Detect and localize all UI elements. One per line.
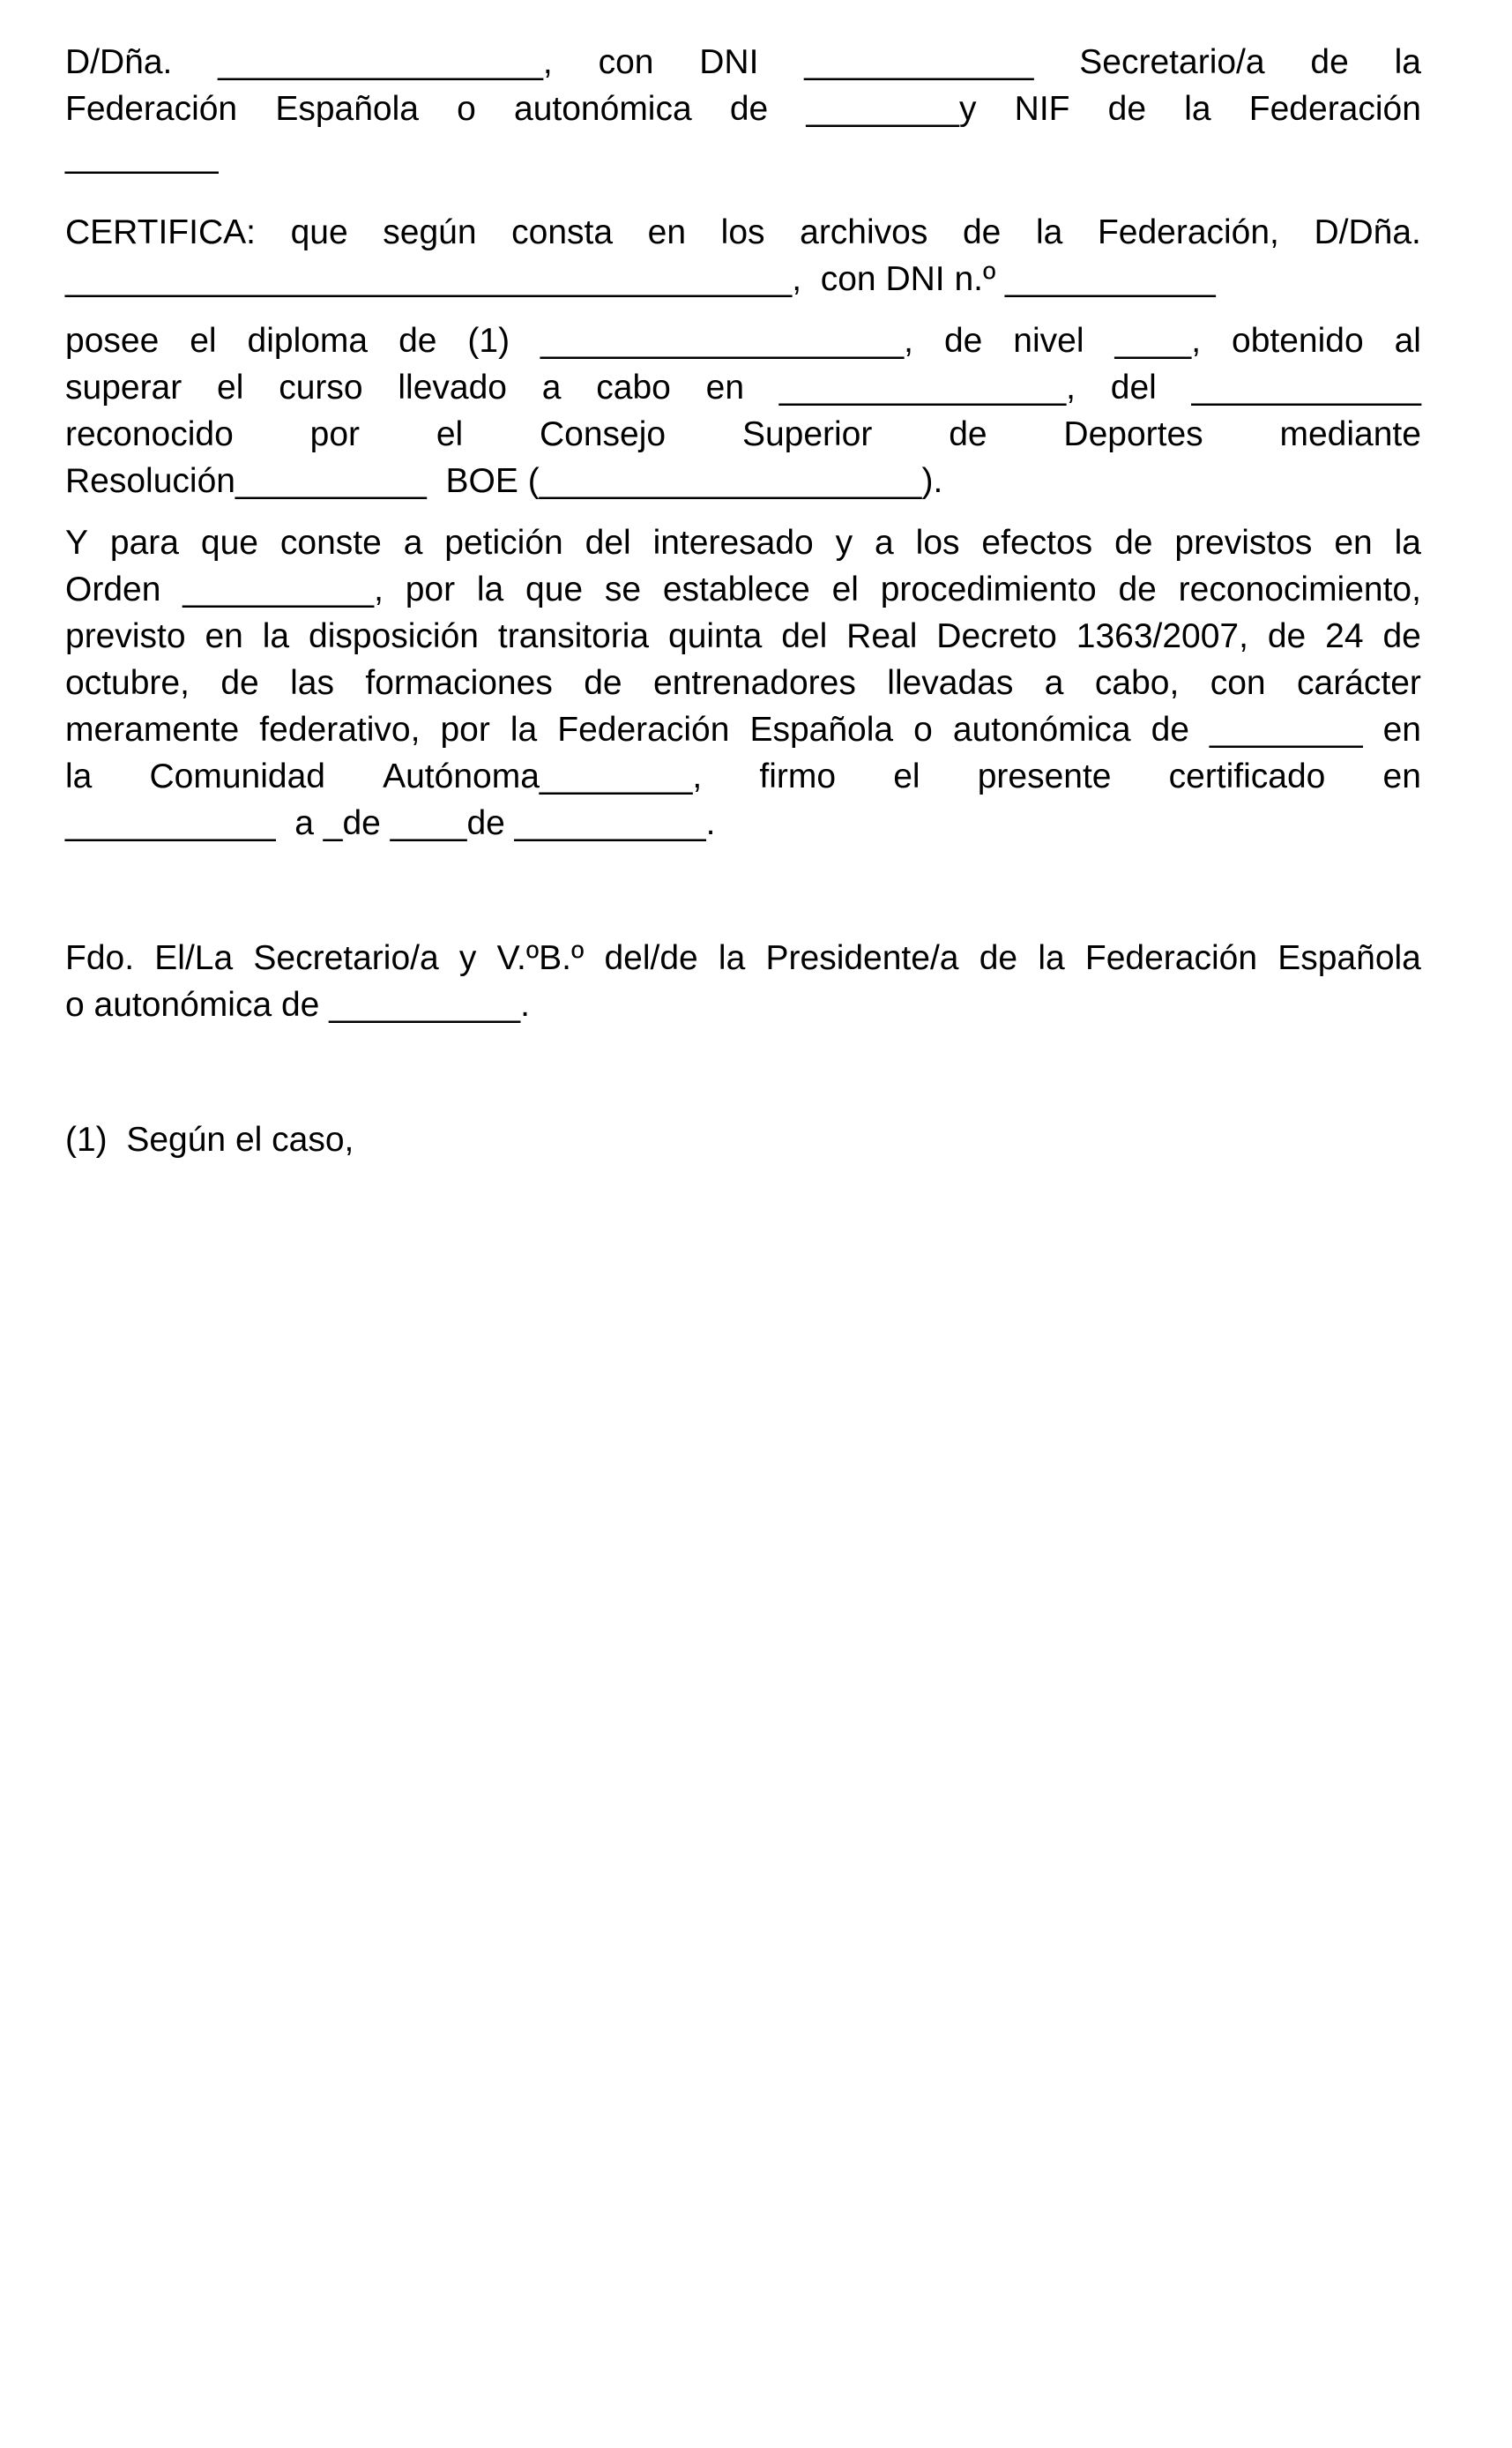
word: D/Dña. (1314, 213, 1421, 251)
text-line (65, 86, 1421, 132)
signature-paragraph (65, 935, 1421, 1028)
word: o (913, 711, 933, 749)
word: previstos (1174, 524, 1313, 562)
word: Autónoma________, (383, 758, 703, 795)
word: federativo, (259, 711, 421, 749)
word: se (604, 571, 642, 608)
text-line (65, 256, 1421, 302)
text-line (65, 209, 1421, 256)
word: ____, (1114, 322, 1202, 360)
text-line (65, 660, 1421, 706)
word: con (1210, 664, 1266, 702)
word: Secretario/a (1079, 43, 1265, 81)
word: del (1110, 369, 1157, 407)
word: de (398, 322, 437, 360)
word: Federación, (1097, 213, 1279, 251)
word: nivel (1013, 322, 1084, 360)
petition-paragraph (65, 519, 1421, 847)
word: posee (65, 322, 160, 360)
diploma-paragraph (65, 317, 1421, 504)
word: la (1038, 939, 1065, 977)
word: Consejo (540, 415, 667, 453)
footnote (65, 1116, 1421, 1163)
footnote-text: (1) Según el caso, (65, 1121, 354, 1159)
text-line-content: ___________ a _de ____de __________. (65, 804, 716, 842)
word: El/La (154, 939, 234, 977)
word: llevado (398, 369, 507, 407)
word: archivos (800, 213, 928, 251)
text-line (65, 364, 1421, 411)
word: la (718, 939, 746, 977)
word: Comunidad (149, 758, 325, 795)
word: mediante (1279, 415, 1421, 453)
word: del/de (604, 939, 698, 977)
word: obtenido (1232, 322, 1364, 360)
word: octubre, (65, 664, 190, 702)
word: y (835, 524, 853, 562)
text-line (65, 706, 1421, 753)
word: diploma (247, 322, 369, 360)
word: Presidente/a (765, 939, 959, 977)
word: superar (65, 369, 182, 407)
text-line (65, 132, 1421, 179)
text-line-content: Resolución__________ BOE (____________________). (65, 462, 943, 500)
word: Decreto (936, 617, 1057, 655)
text-line (65, 800, 1421, 847)
word: la (510, 711, 538, 749)
word: de (584, 664, 622, 702)
word: en (1334, 524, 1373, 562)
text-line (65, 519, 1421, 566)
secretary-paragraph (65, 39, 1421, 179)
word: ___________________, (540, 322, 913, 360)
word: de (1151, 711, 1189, 749)
word: quinta (668, 617, 763, 655)
word: de (943, 322, 983, 360)
word: o (457, 90, 476, 128)
word: los (915, 524, 960, 562)
word: Federación (1248, 90, 1421, 128)
word: el (831, 571, 859, 608)
word: de (979, 939, 1018, 977)
blank-field: ________ (65, 137, 219, 175)
word: Federación (557, 711, 730, 749)
word: carácter (1297, 664, 1421, 702)
word: cabo (596, 369, 671, 407)
word: que (290, 213, 348, 251)
word: de (1267, 617, 1307, 655)
word: __________, (182, 571, 384, 608)
word: el (893, 758, 920, 795)
word: de (1118, 571, 1157, 608)
word: de (1114, 524, 1153, 562)
word: procedimiento (880, 571, 1097, 608)
word: DNI (699, 43, 759, 81)
word: en (705, 369, 745, 407)
word: de (220, 664, 259, 702)
word: firmo (759, 758, 837, 795)
word: de (949, 415, 987, 453)
text-line (65, 1116, 1421, 1163)
word: petición (444, 524, 563, 562)
word: NIF (1014, 90, 1070, 128)
word: por (309, 415, 360, 453)
word: a (541, 369, 562, 407)
word: Y (65, 524, 89, 562)
word: de (729, 90, 769, 128)
word: llevadas (887, 664, 1014, 702)
word: la (262, 617, 290, 655)
word: entrenadores (653, 664, 856, 702)
word: formaciones (365, 664, 553, 702)
word: Española (275, 90, 419, 128)
word: autonómica (514, 90, 692, 128)
word: la (1035, 213, 1063, 251)
word: Federación (1084, 939, 1258, 977)
word: las (290, 664, 334, 702)
word: ________y (806, 90, 977, 128)
word: Deportes (1063, 415, 1203, 453)
word: la (1394, 43, 1421, 81)
word: por (440, 711, 490, 749)
word: en (647, 213, 687, 251)
word: reconocido (65, 415, 234, 453)
text-line (65, 566, 1421, 613)
word: (1) (467, 322, 510, 360)
word: reconocimiento, (1178, 571, 1421, 608)
word: por (405, 571, 456, 608)
text-line (65, 613, 1421, 660)
word: de (1310, 43, 1349, 81)
word: Orden (65, 571, 161, 608)
text-line (65, 317, 1421, 364)
word: a (403, 524, 423, 562)
word: del (585, 524, 631, 562)
word: 24 (1325, 617, 1364, 655)
word: a (875, 524, 894, 562)
text-line-content: ______________________________________, con DNI n.º ___________ (65, 260, 1216, 298)
word: Secretario/a (253, 939, 439, 977)
word: al (1394, 322, 1421, 360)
word: Española (749, 711, 894, 749)
word: la (476, 571, 504, 608)
word: en (1382, 758, 1421, 795)
word: curso (279, 369, 363, 407)
word: el (190, 322, 217, 360)
word: los (720, 213, 765, 251)
text-line (65, 935, 1421, 981)
word: y (458, 939, 477, 977)
word: Superior (741, 415, 873, 453)
text-line (65, 458, 1421, 504)
word: la (1394, 524, 1421, 562)
word: disposición (309, 617, 479, 655)
word: certificado (1168, 758, 1326, 795)
word: Fdo. (65, 939, 135, 977)
word: en (205, 617, 243, 655)
word: presente (977, 758, 1112, 795)
word: establece (662, 571, 810, 608)
text-line-content: o autonómica de __________. (65, 986, 530, 1024)
word: consta (511, 213, 614, 251)
text-line (65, 753, 1421, 800)
word: el (217, 369, 244, 407)
text-line (65, 981, 1421, 1028)
word: la (65, 758, 93, 795)
word: en (1382, 711, 1421, 749)
text-line (65, 39, 1421, 86)
word: interesado (652, 524, 814, 562)
word: autonómica (952, 711, 1131, 749)
word: Española (1277, 939, 1421, 977)
word: la (1184, 90, 1211, 128)
word: según (383, 213, 477, 251)
word: ____________ (1191, 369, 1421, 407)
document-page (65, 39, 1421, 1163)
word: ________ (1210, 711, 1363, 749)
word: V.ºB.º (496, 939, 585, 977)
word: meramente (65, 711, 240, 749)
word: Federación (65, 90, 238, 128)
text-line (65, 411, 1421, 458)
word: _______________, (778, 369, 1076, 407)
word: D/Dña. (65, 43, 173, 81)
word: _________________, (218, 43, 553, 81)
word: de (1382, 617, 1421, 655)
word: para (109, 524, 179, 562)
word: con (598, 43, 654, 81)
word: a (1044, 664, 1064, 702)
word: previsto (65, 617, 186, 655)
word: cabo, (1094, 664, 1180, 702)
word: efectos (981, 524, 1093, 562)
word: conste (279, 524, 382, 562)
word: de (962, 213, 1002, 251)
word: CERTIFICA: (65, 213, 256, 251)
word: ____________ (804, 43, 1034, 81)
word: el (436, 415, 464, 453)
word: Real (846, 617, 918, 655)
word: que (525, 571, 584, 608)
word: que (200, 524, 258, 562)
word: de (1107, 90, 1147, 128)
word: transitoria (497, 617, 650, 655)
certifica-paragraph (65, 209, 1421, 302)
word: 1363/2007, (1076, 617, 1248, 655)
word: del (781, 617, 828, 655)
